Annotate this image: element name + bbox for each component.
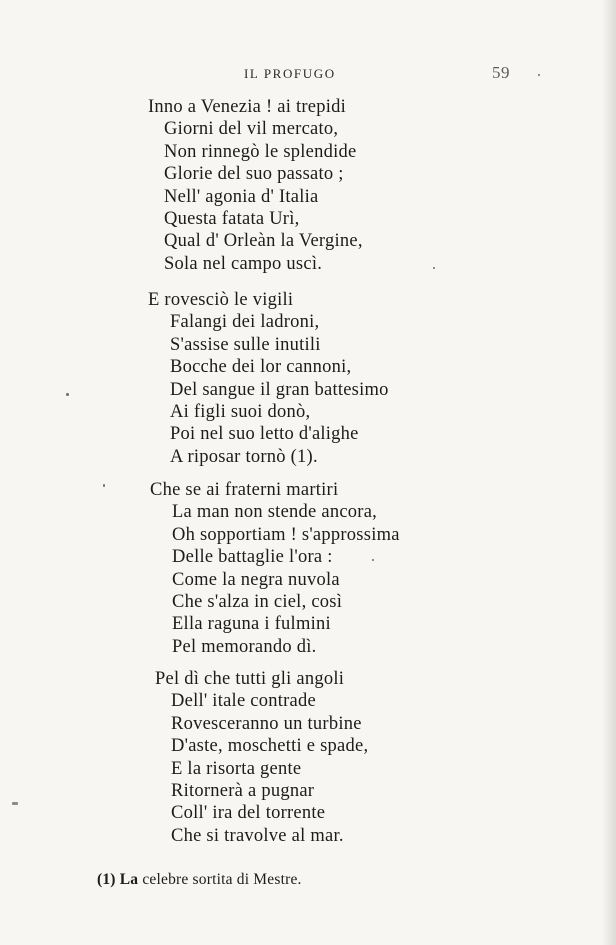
verse-line: S'assise sulle inutili	[170, 334, 321, 355]
verse-line: Che s'alza in ciel, così	[172, 591, 343, 612]
verse-line: Oh sopportiam ! s'approssima	[172, 524, 400, 545]
print-speck	[433, 267, 435, 269]
verse-line: Ella raguna i fulmini	[172, 614, 331, 635]
verse-line: E la risorta gente	[171, 758, 302, 779]
verse-line: Glorie del suo passato ;	[164, 164, 344, 185]
print-speck	[103, 484, 105, 487]
verse-line: Giorni del vil mercato,	[164, 119, 339, 140]
verse-line: A riposar tornò (1).	[170, 446, 318, 467]
verse-line: Inno a Venezia ! ai trepidi	[148, 97, 347, 117]
verse-line: Pel memorando dì.	[172, 636, 317, 657]
verse-line: Bocche dei lor cannoni,	[170, 357, 352, 378]
page-number: 59	[492, 63, 510, 82]
verse-line: Delle battaglie l'ora :	[172, 547, 333, 568]
verse-line: Del sangue il gran battesimo	[170, 379, 389, 400]
verse-line: Come la negra nuvola	[172, 569, 340, 590]
verse-line: Pel dì che tutti gli angoli	[155, 669, 345, 689]
print-speck	[372, 559, 374, 561]
stanza-4	[155, 668, 368, 847]
verse-line: Ai figli suoi donò,	[170, 401, 311, 422]
verse-line: Falangi dei ladroni,	[170, 312, 320, 333]
verse-line: Nell' agonia d' Italia	[164, 186, 319, 207]
footnote	[97, 871, 302, 889]
verse-line: Dell' itale contrade	[171, 691, 316, 712]
stanza-2	[148, 289, 389, 468]
page-edge-shadow	[602, 0, 616, 945]
verse-line: Non rinnegò le splendide	[164, 141, 357, 162]
verse-line: Questa fatata Urì,	[164, 208, 300, 229]
stanza-1	[148, 96, 363, 275]
footnote-text: celebre sortita di Mestre.	[138, 871, 302, 888]
running-title: IL PROFUGO	[244, 66, 336, 81]
print-speck	[538, 74, 540, 76]
footnote-marker: (1) La	[97, 871, 139, 888]
stanza-3	[150, 479, 400, 658]
verse-line: Coll' ira del torrente	[171, 803, 326, 824]
verse-line: D'aste, moschetti e spade,	[171, 736, 369, 757]
print-speck	[12, 802, 18, 805]
verse-line: Sola nel campo uscì.	[164, 253, 323, 274]
verse-line: Ritornerà a pugnar	[171, 780, 315, 801]
verse-line: E rovesciò le vigili	[148, 290, 294, 310]
verse-line: La man non stende ancora,	[172, 502, 378, 523]
verse-line: Che se ai fraterni martiri	[150, 480, 339, 500]
print-speck	[66, 393, 69, 396]
verse-line: Poi nel suo letto d'alighe	[170, 424, 359, 445]
verse-line: Rovesceranno un turbine	[171, 713, 362, 734]
verse-line: Qual d' Orleàn la Vergine,	[164, 231, 363, 252]
running-header	[0, 63, 616, 86]
verse-line: Che si travolve al mar.	[171, 825, 344, 846]
